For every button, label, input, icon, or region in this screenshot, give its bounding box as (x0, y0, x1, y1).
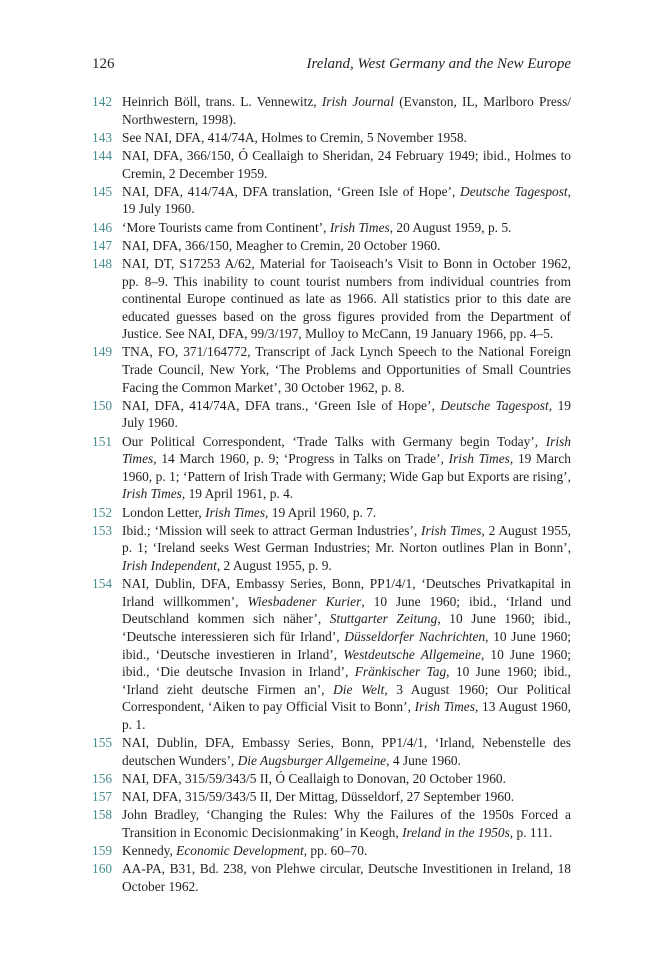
endnote-number: 145 (92, 183, 113, 199)
italic-title: Irish Independent (122, 557, 217, 573)
italic-title: Irish Times (414, 699, 475, 715)
endnote-152 (92, 504, 571, 522)
endnote-text (122, 575, 571, 733)
endnote-text (122, 397, 571, 432)
note-text-run: , 19 April 1961, p. 4. (181, 486, 294, 502)
endnote-148 (92, 255, 571, 343)
note-text-run: TNA, FO, 371/164772, Transcript of Jack Lynch Speech to the National Foreign Trade Council, New York, ‘The Problems and Opportunities of Small Countries Facing the Common Market’, 30 October 1962, p. 8. (122, 344, 571, 395)
endnote-151 (92, 433, 571, 503)
endnote-number: 151 (92, 433, 113, 449)
endnote-number: 150 (92, 397, 113, 413)
endnote-number: 154 (92, 576, 113, 592)
italic-title: Ireland in the 1950s (402, 824, 510, 840)
note-text-run: , 19 March 1960, p. 1; ‘Pattern of Irish Trade with Germany; Wide Gap but Exports are rising’, (122, 451, 571, 484)
endnote-number: 157 (92, 789, 113, 805)
italic-title: Irish Times (448, 451, 510, 467)
italic-title: Irish Times (122, 433, 571, 467)
endnote-text (122, 147, 571, 182)
endnote-number: 149 (92, 344, 113, 360)
page-number: 126 (92, 56, 115, 72)
endnote-155 (92, 734, 571, 769)
italic-title: Irish Times (205, 504, 266, 520)
book-page (92, 54, 571, 896)
note-text-run: NAI, DFA, 366/150, Ó Ceallaigh to Sheridan, 24 February 1949; ibid., Holmes to Cremin, 2 December 1959. (122, 147, 571, 181)
italic-title: Westdeutsche Allgemeine (343, 646, 481, 662)
endnote-text (122, 343, 571, 396)
note-text-run: NAI, DFA, 315/59/343/5 II, Der Mittag, Düsseldorf, 27 September 1960. (122, 789, 515, 805)
note-text-run: , p. 111. (509, 824, 553, 840)
note-text-run: , 10 June 1960; ibid., ‘Deutsche investieren in Irland’, (122, 628, 571, 662)
note-text-run: (Evanston, IL, Marlboro Press/ Northwestern, 1998). (122, 94, 571, 127)
note-text-run: , 3 August 1960; Our Political Correspondent, ‘Aiken to pay Official Visit to Bonn’, (122, 681, 571, 715)
endnote-text (122, 788, 571, 806)
endnote-number: 159 (92, 843, 113, 859)
note-text-run: , 10 June 1960; ibid., ‘Irland und Deutschland kommen sich näher’, (122, 593, 572, 627)
endnote-text (122, 129, 571, 147)
endnote-number: 146 (92, 219, 113, 235)
endnote-160 (92, 860, 571, 895)
note-text-run: , 2 August 1955, p. 9. (216, 557, 332, 573)
italic-title: Stuttgarter Zeitung (329, 611, 438, 627)
note-text-run: NAI, DFA, 414/74A, DFA translation, ‘Green Isle of Hope’, (122, 183, 461, 199)
note-text-run: , pp. 60–70. (303, 843, 368, 859)
note-text-run: Heinrich Böll, trans. L. Vennewitz, (122, 94, 322, 109)
running-title: Ireland, West Germany and the New Europe (306, 56, 571, 72)
endnote-144 (92, 147, 571, 182)
endnote-number: 142 (92, 94, 113, 109)
italic-title: Economic Development (176, 843, 304, 859)
note-text-run: ‘More Tourists came from Continent’, (122, 219, 330, 235)
note-text-run: , 4 June 1960. (386, 752, 461, 768)
endnote-156 (92, 770, 571, 788)
endnote-text (122, 842, 571, 860)
endnote-number: 148 (92, 255, 113, 271)
note-text-run: Kennedy, (122, 843, 177, 859)
italic-title: Deutsche Tagespost (440, 397, 549, 413)
endnote-149 (92, 343, 571, 396)
note-text-run: NAI, Dublin, DFA, Embassy Series, Bonn, PP1/4/1, ‘Deutsches Privatkapital in Irland willkommen’, (122, 576, 571, 609)
italic-title: Die Augsburger Allgemeine (237, 752, 387, 768)
endnote-text (122, 734, 571, 769)
endnote-146 (92, 219, 571, 237)
endnote-number: 155 (92, 735, 113, 751)
endnote-147 (92, 237, 571, 255)
italic-title: Irish Times (329, 219, 390, 235)
endnote-number: 160 (92, 861, 113, 877)
endnote-text (122, 183, 571, 218)
note-text-run: NAI, DFA, 366/150, Meagher to Cremin, 20 October 1960. (122, 237, 441, 253)
note-text-run: Ibid.; ‘Mission will seek to attract German Industries’, (122, 522, 422, 538)
note-text-run: John Bradley, ‘Changing the Rules: Why the Failures of the 1950s Forced a Transition in Economic Decisionmaking’ in Keogh, (122, 807, 571, 840)
note-text-run: , 10 June 1960; ibid., ‘Die deutsche Invasion in Irland’, (122, 646, 572, 680)
endnote-158 (92, 806, 571, 841)
endnote-text (122, 93, 571, 128)
italic-title: Irish Journal (321, 94, 394, 109)
note-text-run: AA-PA, B31, Bd. 238, von Plehwe circular, Deutsche Investitionen in Ireland, 18 October 1962. (122, 861, 571, 894)
endnote-text (122, 806, 571, 841)
endnote-number: 156 (92, 770, 113, 786)
endnote-number: 143 (92, 129, 113, 145)
endnote-number: 153 (92, 522, 113, 538)
endnote-text (122, 504, 571, 522)
note-text-run: , 19 July 1960. (122, 183, 571, 217)
italic-title: Fränkischer Tag (354, 664, 447, 680)
note-text-run: NAI, DFA, 414/74A, DFA trans., ‘Green Isle of Hope’, (122, 397, 441, 413)
endnote-text (122, 433, 571, 503)
endnote-text (122, 522, 571, 575)
note-text-run: NAI, DT, S17253 A/62, Material for Taoiseach’s Visit to Bonn in October 1962, pp. 8–9. This inability to count tourist numbers from individual countries from continental Europe continued as late as 1966. All statistics prior to this date are educated guesses based on the gross figures provided from the Department of Justice. See NAI, DFA, 99/3/197, Mulloy to McCann, 19 January 1966, pp. 4–5. (122, 255, 571, 342)
endnote-150 (92, 397, 571, 432)
endnote-143 (92, 129, 571, 147)
note-text-run: , 10 June 1960; ibid., ‘Irland zieht deutsche Firmen an’, (122, 664, 571, 697)
endnote-142 (92, 93, 571, 128)
note-text-run: , 13 August 1960, p. 1. (122, 699, 571, 732)
endnote-text (122, 770, 571, 788)
endnote-145 (92, 183, 571, 218)
note-text-run: , 2 August 1955, p. 1; ‘Ireland seeks West German Industries; Mr. Norton outlines Plan in Bonn’, (122, 522, 571, 556)
note-text-run: London Letter, (122, 504, 206, 520)
endnote-154 (92, 575, 571, 733)
endnote-153 (92, 522, 571, 575)
note-text-run: , 14 March 1960, p. 9; ‘Progress in Talks on Trade’, (153, 451, 449, 467)
italic-title: Wiesbadener Kurier (247, 593, 362, 609)
endnote-number: 152 (92, 504, 113, 520)
endnote-text (122, 237, 571, 255)
endnote-number: 147 (92, 237, 113, 253)
italic-title: Deutsche Tagespost (460, 183, 568, 199)
note-text-run: NAI, DFA, 315/59/343/5 II, Ó Ceallaigh to Donovan, 20 October 1960. (122, 770, 506, 786)
note-text-run: , 10 June 1960; ibid., ‘Deutsche interessieren sich für Irland’, (122, 611, 572, 644)
endnote-157 (92, 788, 571, 806)
note-text-run: , 19 July 1960. (122, 397, 571, 431)
italic-title: Die Welt (333, 681, 385, 697)
endnote-number: 158 (92, 807, 113, 823)
note-text-run: , 20 August 1959, p. 5. (389, 219, 512, 235)
running-head (92, 54, 571, 74)
endnote-text (122, 219, 571, 237)
italic-title: Irish Times (421, 522, 482, 538)
note-text-run: Our Political Correspondent, ‘Trade Talks with Germany begin Today’, (122, 433, 546, 449)
endnote-159 (92, 842, 571, 860)
note-text-run: NAI, Dublin, DFA, Embassy Series, Bonn, PP1/4/1, ‘Irland, Nebenstelle des deutschen Wunders’, (122, 735, 571, 768)
endnote-text (122, 860, 571, 895)
endnote-number: 144 (92, 147, 113, 163)
note-text-run: , 19 April 1960, p. 7. (265, 504, 377, 520)
italic-title: Irish Times (122, 486, 182, 502)
italic-title: Düsseldorfer Nachrichten (344, 628, 486, 644)
note-text-run: See NAI, DFA, 414/74A, Holmes to Cremin, 5 November 1958. (122, 129, 467, 145)
endnote-text (122, 255, 571, 343)
endnotes-list (92, 93, 571, 895)
